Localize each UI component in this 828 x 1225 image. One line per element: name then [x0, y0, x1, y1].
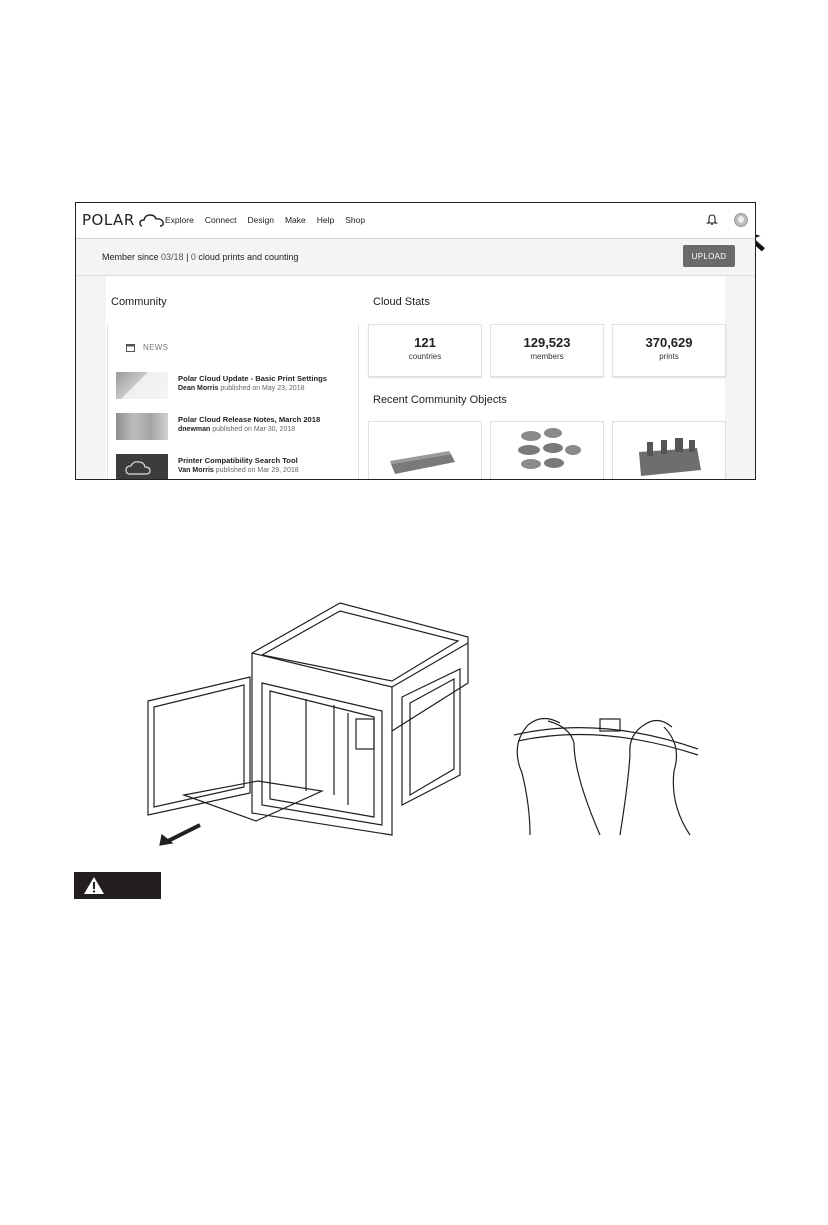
news-item[interactable]: Polar Cloud Release Notes, March 2018 dnewman published on Mar 30, 2018	[116, 413, 356, 441]
community-object-card[interactable]	[368, 421, 482, 480]
nav-connect[interactable]: Connect	[204, 215, 237, 225]
nav-explore[interactable]: Explore	[165, 215, 194, 225]
news-header: NEWS	[126, 343, 168, 352]
nav-shop[interactable]: Shop	[345, 215, 366, 225]
member-bar	[76, 239, 755, 276]
community-object-card[interactable]	[612, 421, 726, 480]
calendar-icon	[126, 343, 135, 352]
stat-card-prints: 370,629 prints	[612, 324, 726, 377]
news-thumbnail	[116, 372, 168, 399]
bell-icon[interactable]	[706, 213, 718, 226]
recent-objects-heading: Recent Community Objects	[373, 394, 507, 406]
avatar-icon[interactable]	[734, 213, 748, 227]
nav-design[interactable]: Design	[247, 215, 274, 225]
main-nav	[165, 215, 376, 225]
printer-illustration	[130, 595, 730, 865]
news-item[interactable]: Printer Compatibility Search Tool Van Morris published on Mar 29, 2018	[116, 454, 356, 480]
nav-make[interactable]: Make	[284, 215, 306, 225]
news-thumbnail	[116, 454, 168, 480]
cloud-stats-heading: Cloud Stats	[373, 296, 430, 308]
polar-cloud-screenshot	[75, 202, 756, 480]
stat-card-members: 129,523 members	[490, 324, 604, 377]
dashboard-content	[76, 276, 755, 479]
community-object-card[interactable]	[490, 421, 604, 480]
stat-card-countries: 121 countries	[368, 324, 482, 377]
news-thumbnail	[116, 413, 168, 440]
polar-logo[interactable]: POLAR	[82, 210, 165, 230]
warning-label	[74, 872, 161, 899]
news-item[interactable]: Polar Cloud Update - Basic Print Settings Dean Morris published on May 23, 2018	[116, 372, 356, 400]
cloud-icon	[139, 212, 165, 228]
member-status: Member since 03/18 | 0 cloud prints and counting	[102, 252, 299, 262]
nav-help[interactable]: Help	[316, 215, 335, 225]
top-nav	[76, 203, 755, 239]
warning-triangle-icon	[83, 876, 105, 895]
community-heading: Community	[111, 296, 167, 308]
upload-button[interactable]: UPLOAD	[683, 245, 735, 267]
community-card	[107, 324, 359, 479]
